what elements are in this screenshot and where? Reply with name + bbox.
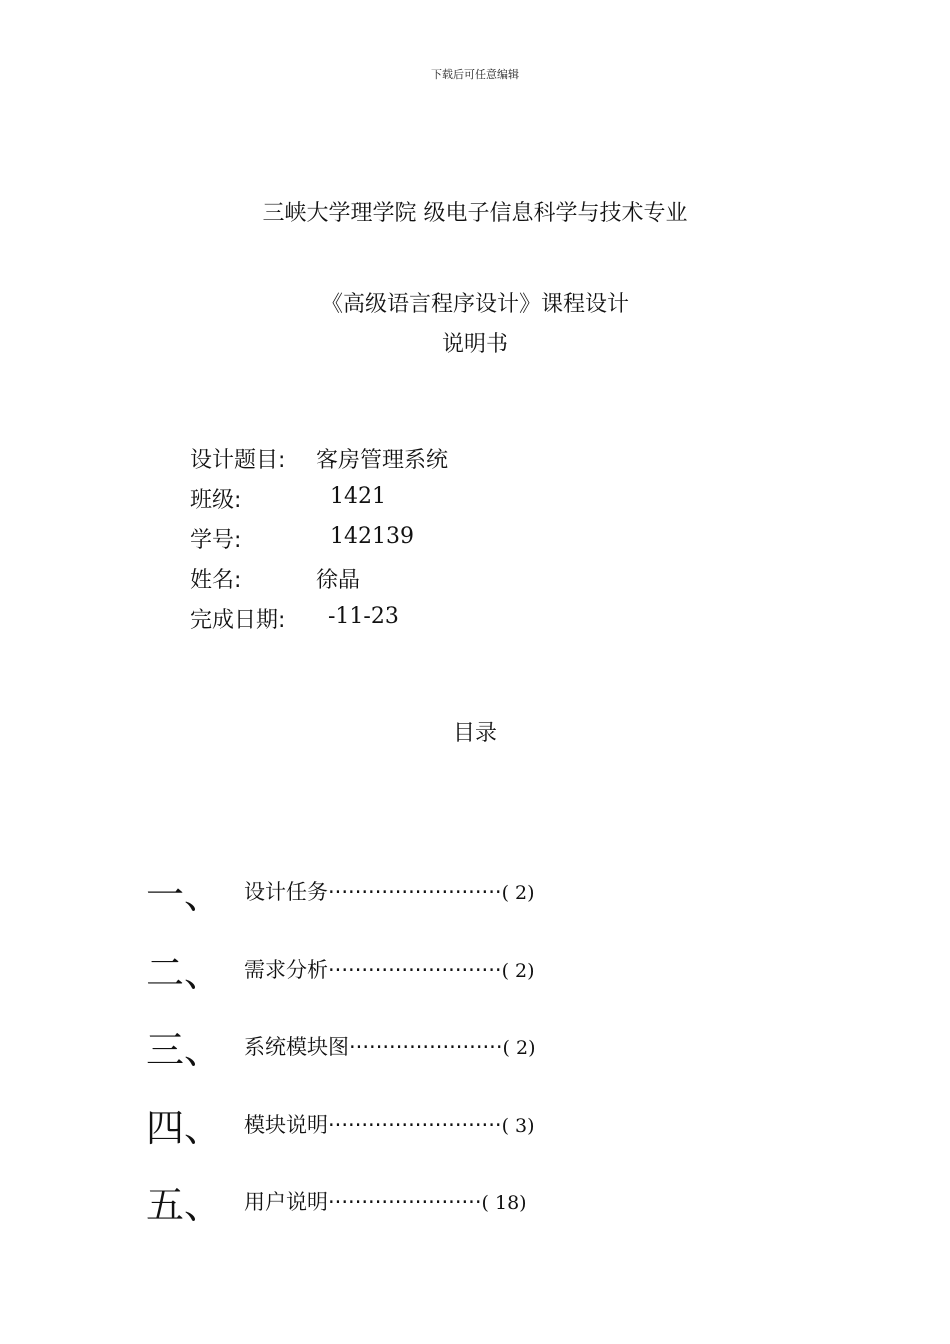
info-value-name: 徐晶 (316, 568, 361, 593)
info-label-topic: 设计题目: (190, 448, 286, 473)
toc-number-2: 二、 (146, 951, 223, 995)
toc-leader-dots: ······················· (328, 1190, 482, 1214)
page-header-note: 下载后可任意编辑 (431, 68, 519, 81)
info-value-topic: 客房管理系统 (316, 448, 449, 473)
toc-page-number: ( 2) (502, 1037, 536, 1059)
toc-item-text: 用户说明 (244, 1190, 328, 1214)
toc-title: 目录 (452, 721, 497, 746)
toc-number-5: 五、 (146, 1183, 223, 1227)
toc-item-text: 需求分析 (244, 958, 328, 982)
toc-item-1 (244, 876, 535, 906)
info-label-date: 完成日期: (190, 608, 286, 633)
toc-leader-dots: ·························· (328, 880, 502, 904)
toc-item-text: 系统模块图 (244, 1035, 349, 1059)
toc-item-text: 模块说明 (244, 1113, 328, 1137)
document-type: 说明书 (441, 332, 508, 357)
info-value-student-id: 142139 (330, 524, 414, 549)
toc-page-number: ( 18) (481, 1192, 527, 1214)
toc-page-number: ( 3) (501, 1115, 535, 1137)
toc-leader-dots: ·························· (328, 958, 502, 982)
info-label-class: 班级: (190, 488, 242, 513)
course-title: 《高级语言程序设计》课程设计 (320, 292, 629, 317)
toc-leader-dots: ······················· (349, 1035, 503, 1059)
info-value-date: -11-23 (328, 604, 399, 629)
toc-item-3 (244, 1031, 536, 1061)
toc-item-4 (244, 1109, 535, 1139)
info-label-name: 姓名: (190, 568, 242, 593)
toc-number-3: 三、 (146, 1028, 223, 1072)
toc-number-1: 一、 (146, 873, 223, 917)
toc-number-4: 四、 (146, 1106, 223, 1150)
toc-item-5 (244, 1186, 527, 1216)
toc-item-text: 设计任务 (244, 880, 328, 904)
info-label-student-id: 学号: (190, 528, 242, 553)
toc-item-2 (244, 954, 535, 984)
institution-title: 三峡大学理学院 级电子信息科学与技术专业 (262, 201, 688, 226)
toc-page-number: ( 2) (501, 882, 535, 904)
info-value-class: 1421 (330, 484, 386, 509)
toc-leader-dots: ·························· (328, 1113, 502, 1137)
toc-page-number: ( 2) (501, 960, 535, 982)
